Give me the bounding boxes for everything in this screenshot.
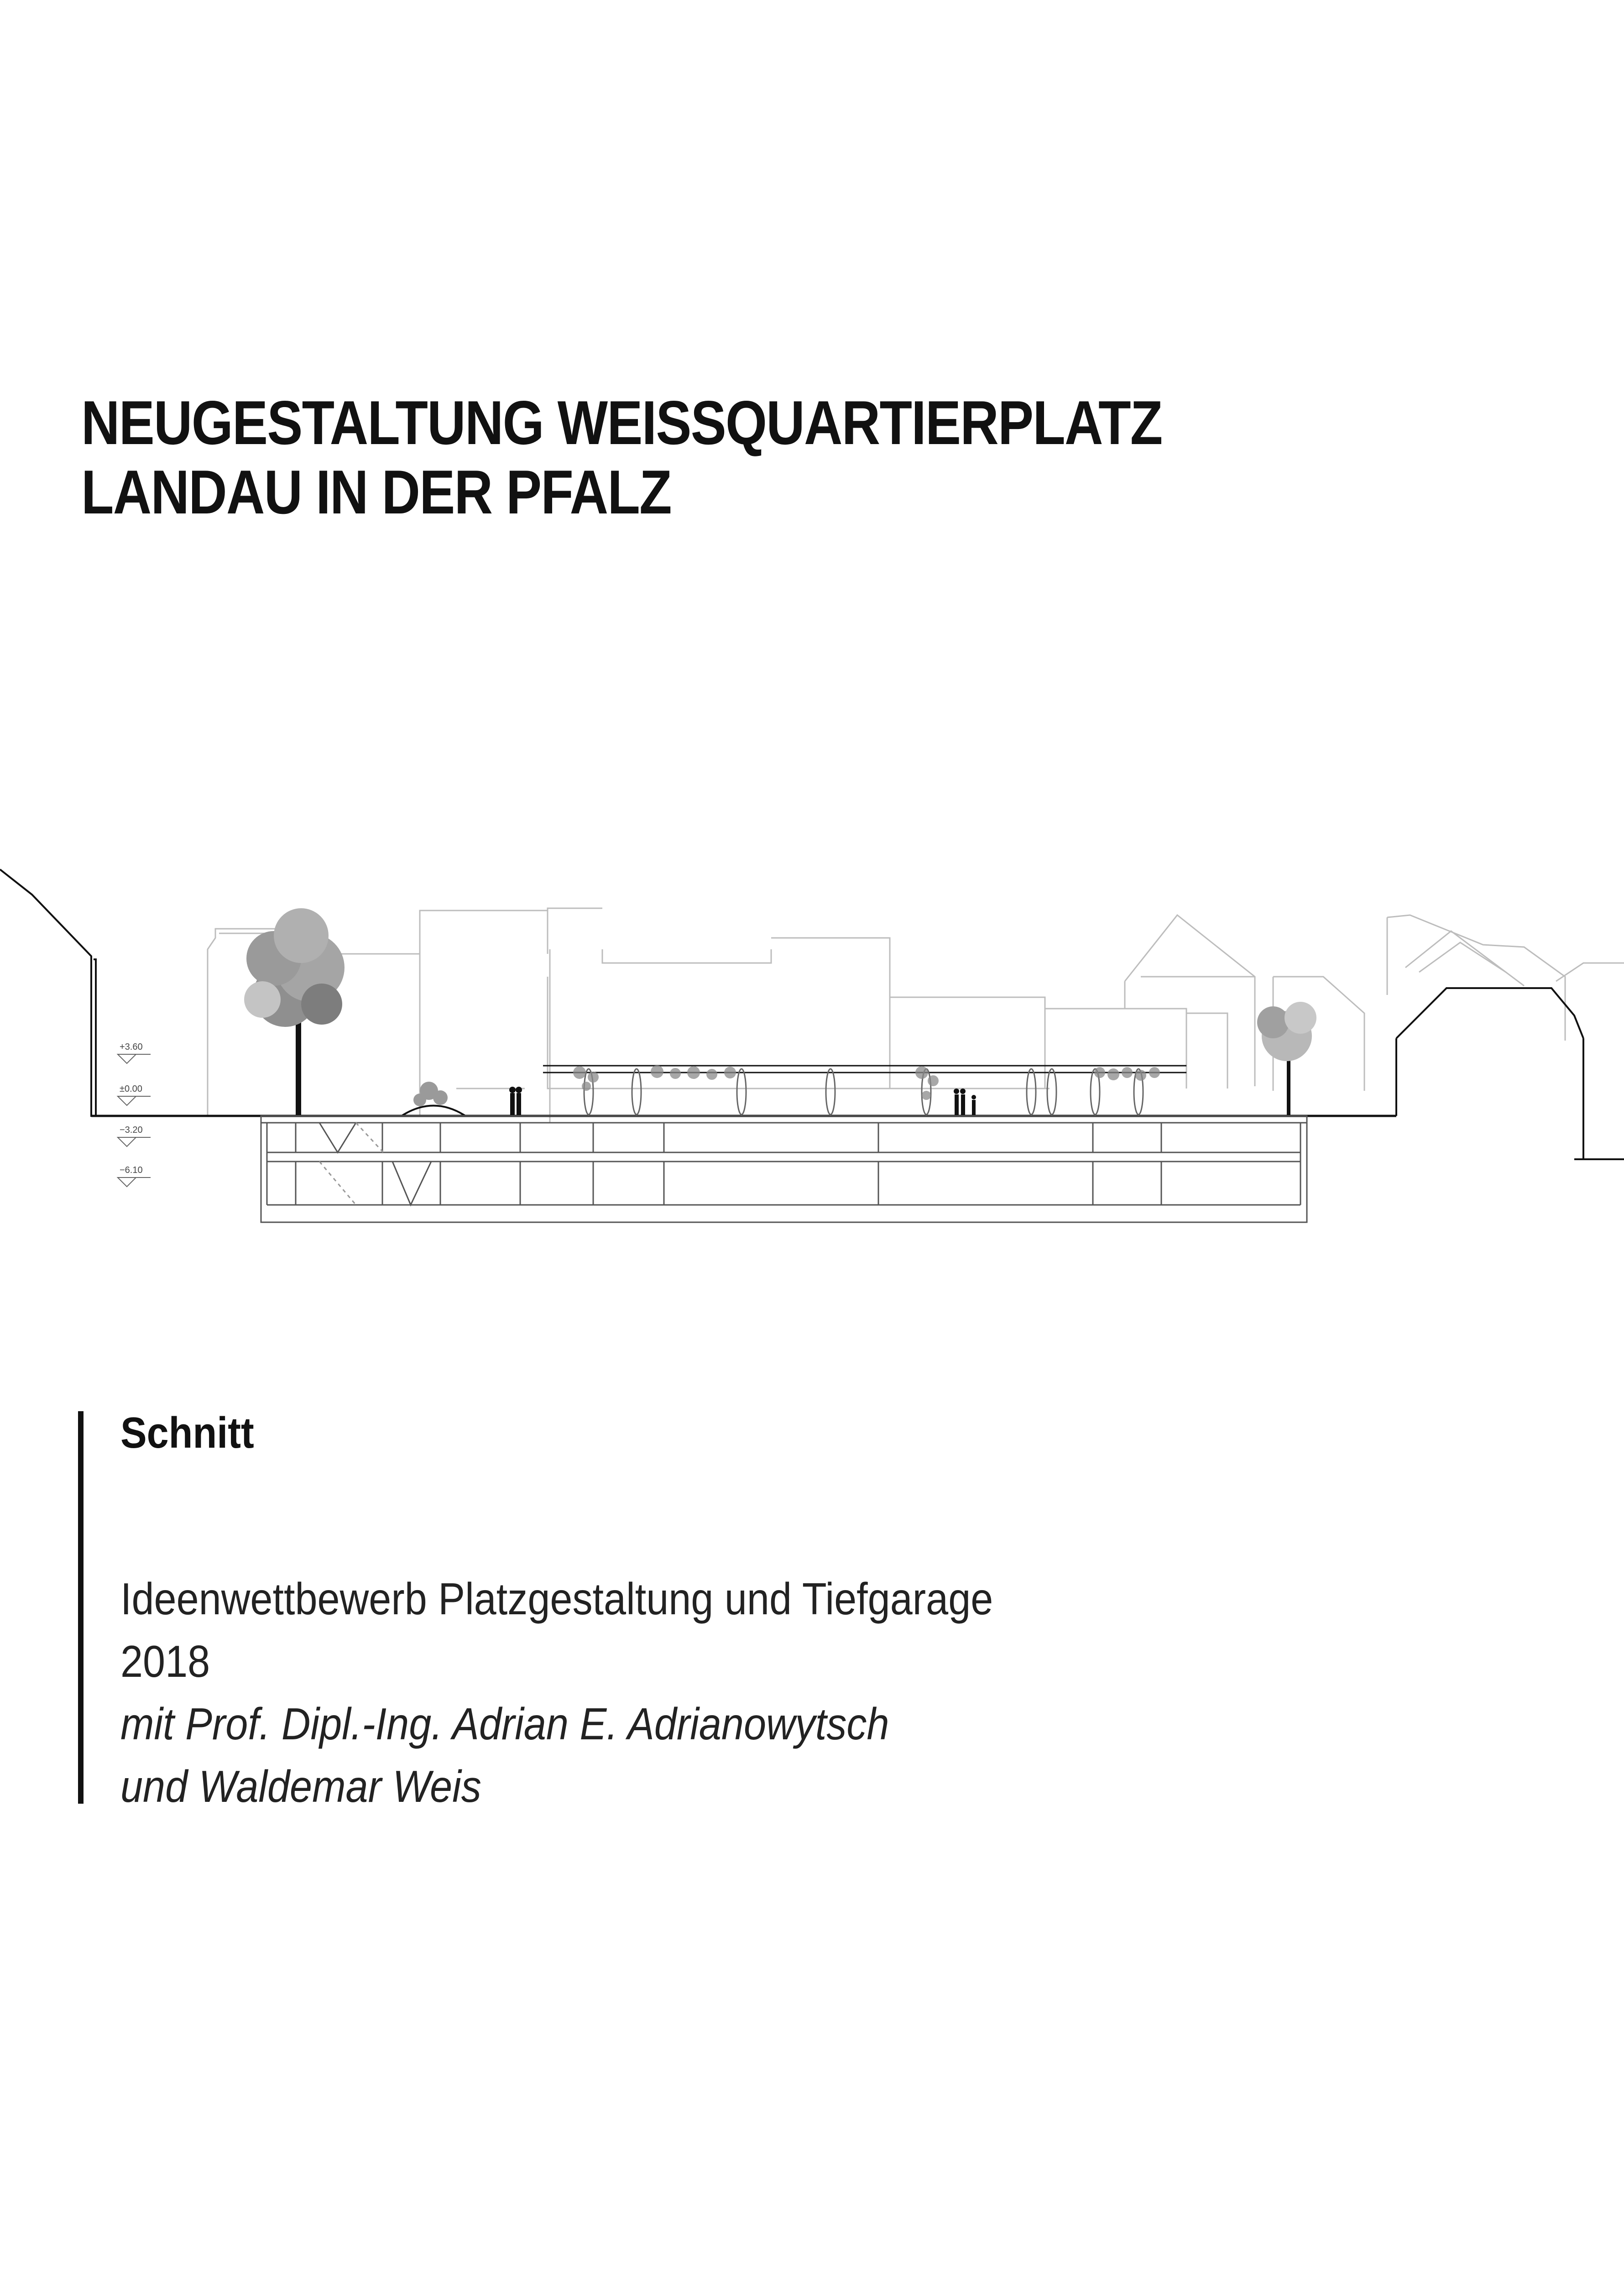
title-line-1: NEUGESTALTUNG WEISSQUARTIERPLATZ xyxy=(81,388,1162,457)
sheet-label: Schnitt xyxy=(120,1408,254,1457)
info-accent-bar xyxy=(78,1411,84,1804)
info-block xyxy=(120,1408,1090,1818)
competition-line: Ideenwettbewerb Platzgestaltung und Tiefgarage xyxy=(120,1574,993,1624)
section-drawing xyxy=(0,858,1624,1223)
title-line-2: LANDAU IN DER PFALZ xyxy=(81,457,671,527)
level-label: ±0.00 xyxy=(120,1084,142,1094)
year-line: 2018 xyxy=(120,1636,210,1686)
level-label: −6.10 xyxy=(120,1165,143,1175)
info-lines xyxy=(120,1568,993,1818)
page-title xyxy=(81,388,1162,527)
collaborator-line-1: mit Prof. Dipl.-Ing. Adrian E. Adrianowytsch xyxy=(120,1699,889,1749)
level-label: +3.60 xyxy=(120,1042,143,1052)
collaborator-line-2: und Waldemar Weis xyxy=(120,1761,481,1811)
level-label: −3.20 xyxy=(120,1125,143,1135)
